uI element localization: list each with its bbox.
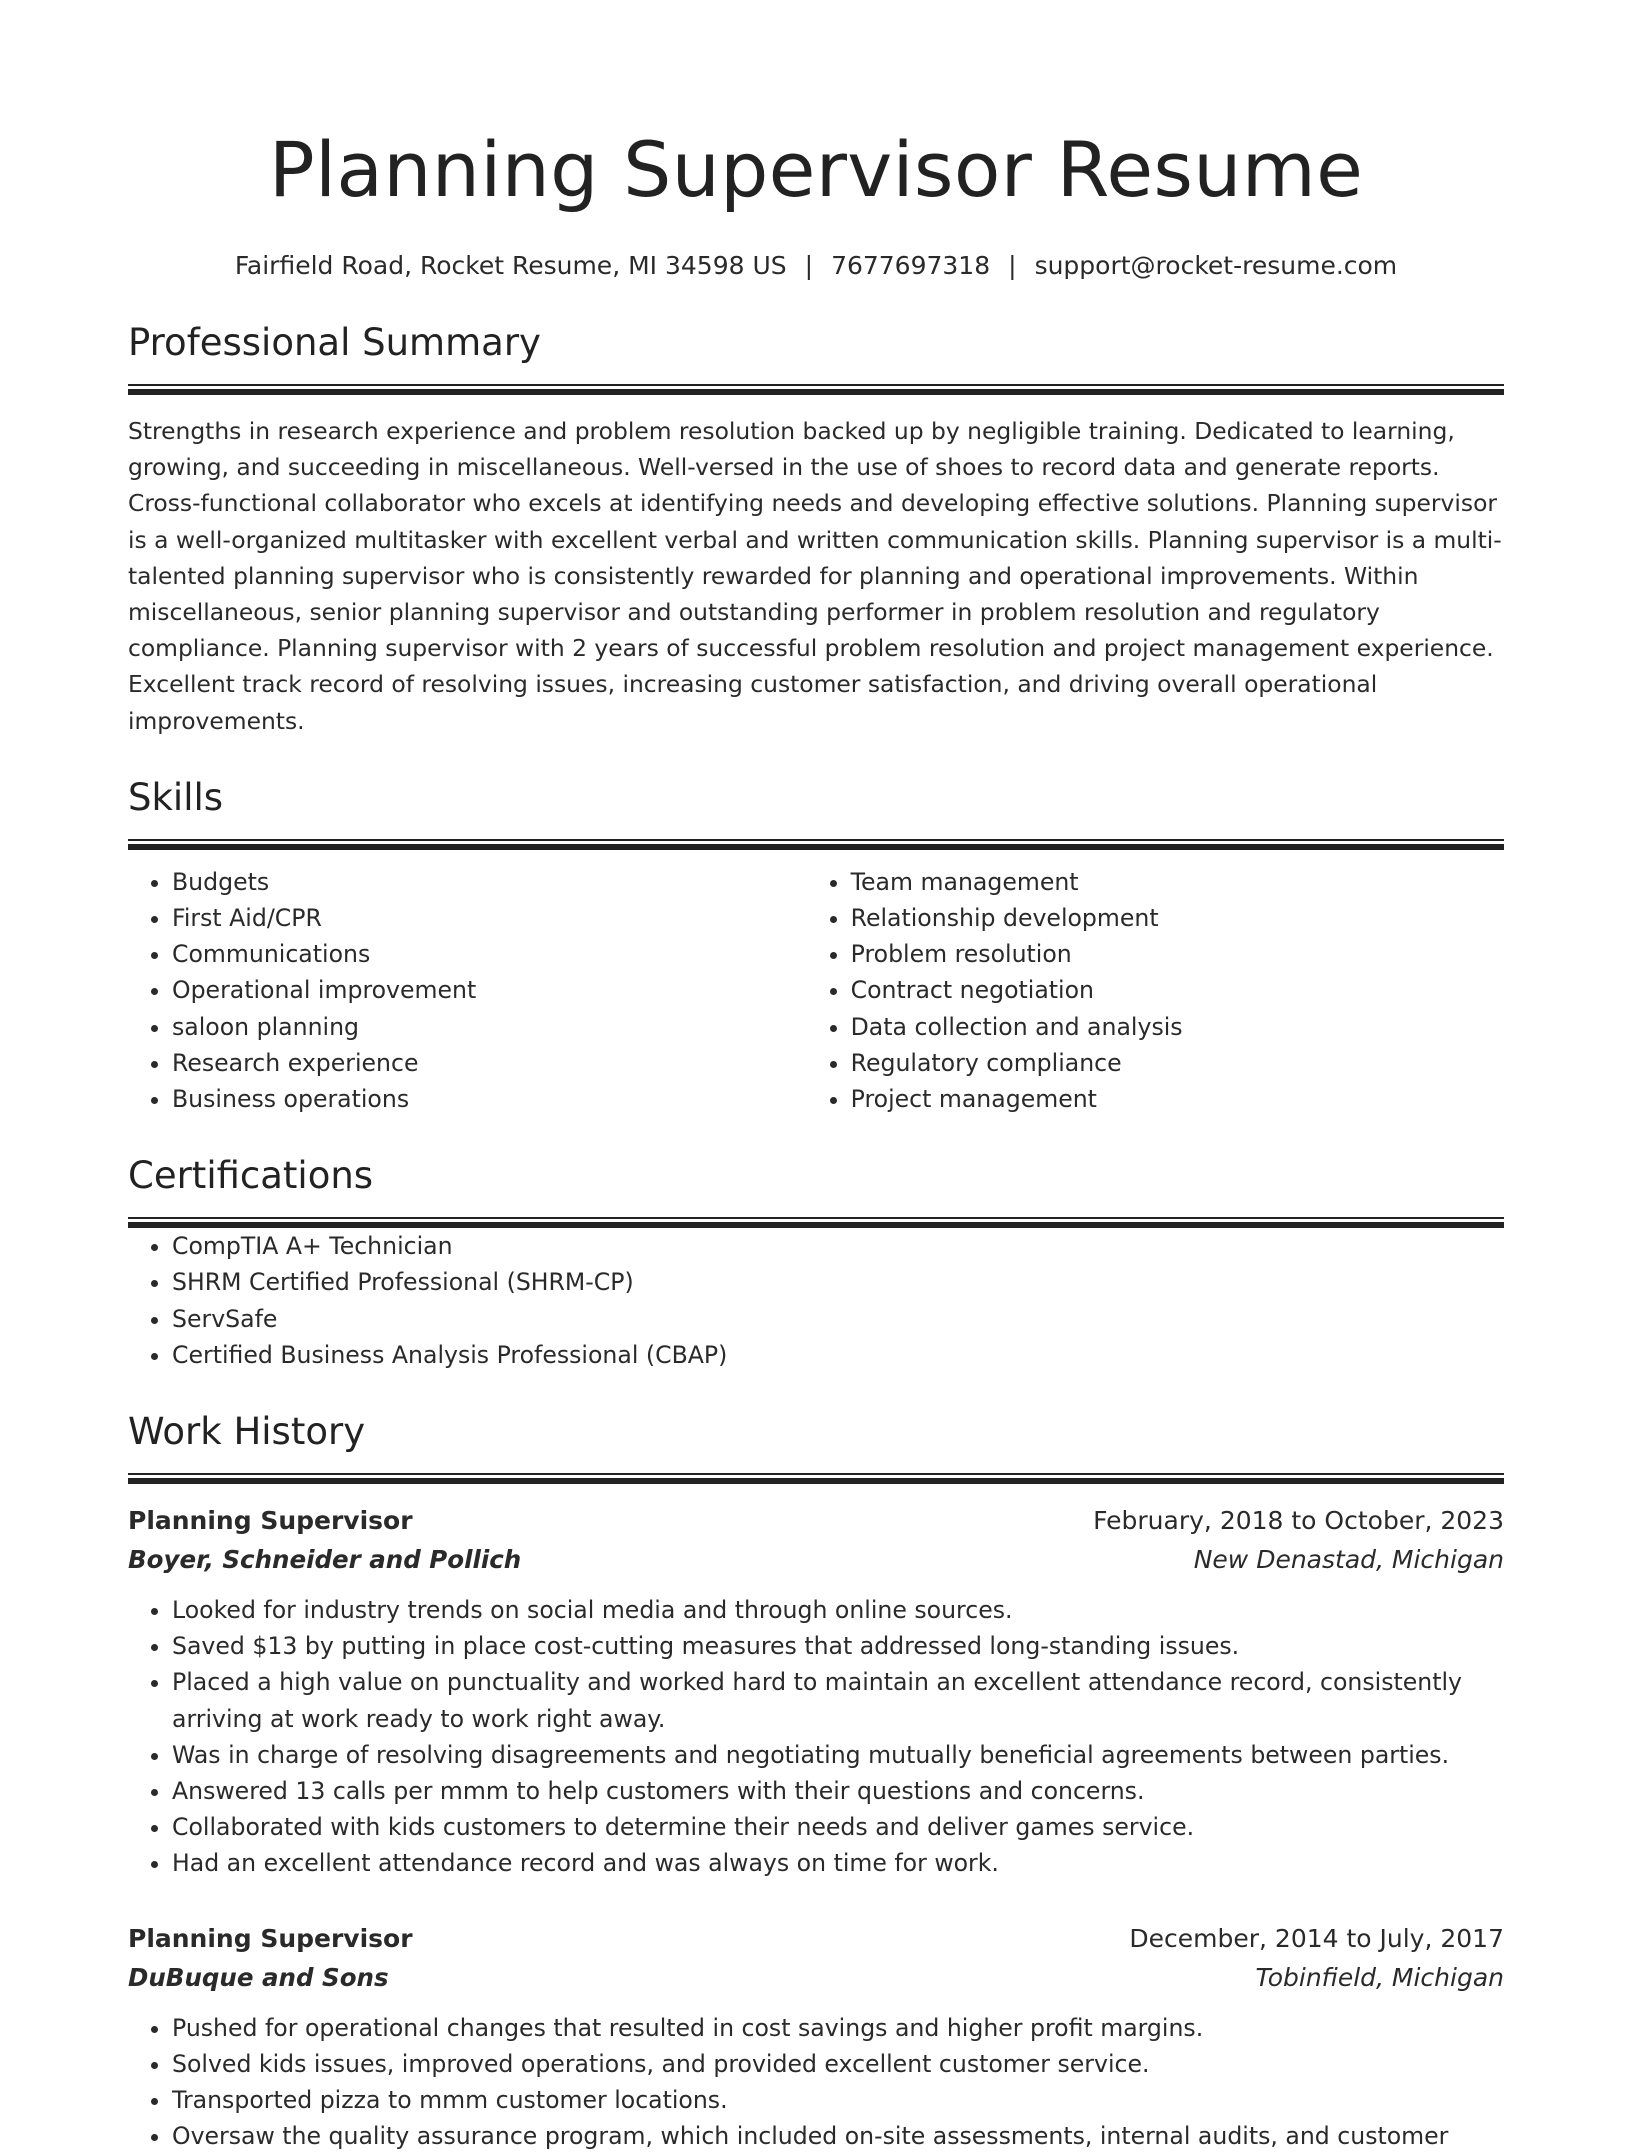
certifications-section — [128, 1151, 1504, 1373]
certifications-heading: Certifications — [128, 1154, 374, 1198]
certification-item: • SHRM Certified Professional (SHRM-CP) — [172, 1264, 1504, 1300]
job-header-row — [128, 1920, 1504, 1958]
job-bullet: • Answered 13 calls per mmm to help customers with their questions and concerns. — [172, 1773, 1504, 1809]
job-bullet: • Solved kids issues, improved operations, and provided excellent customer service. — [172, 2046, 1504, 2082]
skill-item: • Operational improvement — [172, 972, 807, 1008]
contact-line — [128, 248, 1504, 284]
job-location: New Denastad, Michigan — [1193, 1545, 1504, 1575]
certification-item: • CompTIA A+ Technician — [172, 1228, 1504, 1264]
skill-item: • Business operations — [172, 1081, 807, 1117]
skill-item: • Contract negotiation — [851, 972, 1504, 1008]
summary-heading: Professional Summary — [128, 321, 541, 364]
job-location: Tobinfield, Michigan — [1255, 1962, 1504, 1992]
job-title: Planning Supervisor — [128, 1506, 413, 1536]
summary-text: Strengths in research experience and problem resolution backed up by negligible training. Dedicated to learning, growing, and succeeding in miscellaneous. Well-versed in the use of shoes to record data and generate reports. Cross-functional collaborator who excels at identifying needs and developing effective solutions. Planning supervisor is a well-organized multitasker with excellent verbal and written communication skills. Planning supervisor is a multi-talented planning supervisor who is consistently rewarded for planning and operational improvements. Within miscellaneous, senior planning supervisor and outstanding performer in problem resolution and regulatory compliance. Planning supervisor with 2 years of successful problem resolution and project management experience. Excellent track record of resolving issues, increasing customer satisfaction, and driving overall operational improvements. — [128, 417, 1502, 735]
job-bullet: • Saved $13 by putting in place cost-cutting measures that addressed long-standing issues. — [172, 1628, 1504, 1664]
skills-list-left — [128, 864, 807, 1117]
contact-address: Fairfield Road, Rocket Resume, MI 34598 US — [234, 251, 787, 280]
job-company: DuBuque and Sons — [128, 1962, 389, 1992]
skill-item: • Relationship development — [851, 900, 1504, 936]
job-bullet: • Was in charge of resolving disagreements and negotiating mutually beneficial agreements between parties. — [172, 1737, 1504, 1773]
job-dates: February, 2018 to October, 2023 — [1093, 1506, 1504, 1536]
contact-separator: | — [1008, 251, 1017, 280]
job-bullets — [128, 1592, 1504, 1882]
skill-item: • Communications — [172, 936, 807, 972]
job-entry — [128, 1920, 1504, 2155]
job-company-row — [128, 1958, 1504, 1998]
section-divider — [128, 384, 1504, 395]
contact-separator: | — [804, 251, 814, 280]
skill-item: • Regulatory compliance — [851, 1045, 1504, 1081]
skill-item: • First Aid/CPR — [172, 900, 807, 936]
work-history-section — [128, 1407, 1504, 2154]
skills-list-right — [807, 864, 1504, 1117]
job-header-row — [128, 1502, 1504, 1540]
job-bullet: • Transported pizza to mmm customer locations. — [172, 2082, 1504, 2118]
job-entry — [128, 1502, 1504, 1882]
contact-phone: 7677697318 — [831, 251, 991, 280]
skill-item: • Research experience — [172, 1045, 807, 1081]
job-bullet: • Collaborated with kids customers to determine their needs and deliver games service. — [172, 1809, 1504, 1845]
skills-section — [128, 773, 1504, 1117]
skill-item: • Budgets — [172, 864, 807, 900]
job-bullets — [128, 2010, 1504, 2155]
page-title: Planning Supervisor Resume — [268, 125, 1364, 214]
skill-item: • Data collection and analysis — [851, 1009, 1504, 1045]
skill-item: • saloon planning — [172, 1009, 807, 1045]
job-company: Boyer, Schneider and Pollich — [128, 1545, 522, 1575]
skill-item: • Team management — [851, 864, 1504, 900]
contact-email: support@rocket-resume.com — [1034, 251, 1398, 280]
job-dates: December, 2014 to July, 2017 — [1129, 1923, 1504, 1953]
job-title: Planning Supervisor — [128, 1923, 413, 1953]
section-divider — [128, 1473, 1504, 1484]
skill-item: • Project management — [851, 1081, 1504, 1117]
job-bullet: • Oversaw the quality assurance program, which included on-site assessments, internal audits, and customer — [172, 2118, 1504, 2154]
skills-columns — [128, 864, 1504, 1117]
job-bullet: • Pushed for operational changes that resulted in cost savings and higher profit margins. — [172, 2010, 1504, 2046]
section-divider — [128, 839, 1504, 850]
job-bullet: • Placed a high value on punctuality and worked hard to maintain an excellent attendance record, consistently arriving at work ready to work right away. — [172, 1664, 1504, 1736]
certification-item: • ServSafe — [172, 1301, 1504, 1337]
job-bullet: • Had an excellent attendance record and was always on time for work. — [172, 1845, 1504, 1881]
skills-heading: Skills — [128, 775, 224, 819]
section-divider — [128, 1217, 1504, 1228]
certifications-list — [128, 1228, 1504, 1373]
work-history-heading: Work History — [128, 1410, 366, 1454]
job-company-row — [128, 1540, 1504, 1580]
summary-section — [128, 318, 1504, 739]
skill-item: • Problem resolution — [851, 936, 1504, 972]
certification-item: • Certified Business Analysis Professional (CBAP) — [172, 1337, 1504, 1373]
job-bullet: • Looked for industry trends on social media and through online sources. — [172, 1592, 1504, 1628]
